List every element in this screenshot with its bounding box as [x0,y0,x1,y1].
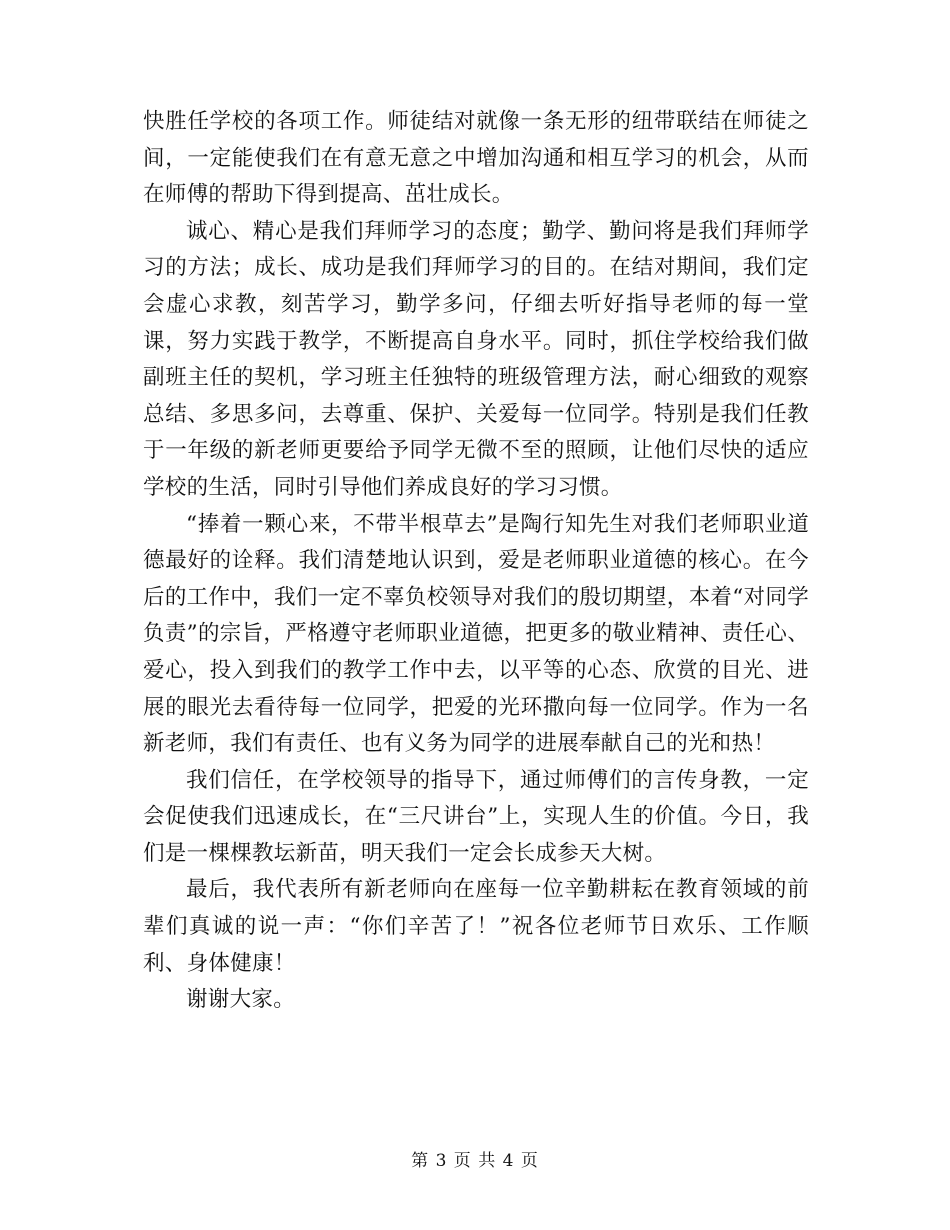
paragraph-3: “捧着一颗心来，不带半根草去”是陶行知先生对我们老师职业道德最好的诠释。我们清楚地认识到，爱是老师职业道德的核心。在今后的工作中，我们一定不辜负校领导对我们的殷切期望，本着“对同学负责”的宗旨，严格遵守老师职业道德，把更多的敬业精神、责任心、爱心，投入到我们的教学工作中去，以平等的心态、欣赏的目光、进展的眼光去看待每一位同学，把爱的光环撒向每一位同学。作为一名新老师，我们有责任、也有义务为同学的进展奉献自己的光和热！ [143,511,809,757]
paragraph-2: 诚心、精心是我们拜师学习的态度；勤学、勤问将是我们拜师学习的方法；成长、成功是我们拜师学习的目的。在结对期间，我们定会虚心求教，刻苦学习，勤学多问，仔细去听好指导老师的每一堂课，努力实践于教学，不断提高自身水平。同时，抓住学校给我们做副班主任的契机，学习班主任独特的班级管理方法，耐心细致的观察总结、多思多问，去尊重、保护、关爱每一位同学。特别是我们任教于一年级的新老师更要给予同学无微不至的照顾，让他们尽快的适应学校的生活，同时引导他们养成良好的学习习惯。 [143,218,809,500]
paragraph-1: 快胜任学校的各项工作。师徒结对就像一条无形的纽带联结在师徒之间，一定能使我们在有意无意之中增加沟通和相互学习的机会，从而在师傅的帮助下得到提高、茁壮成长。 [143,109,809,208]
paragraph-5: 最后，我代表所有新老师向在座每一位辛勤耕耘在教育领域的前辈们真诚的说一声：“你们辛苦了！”祝各位老师节日欢乐、工作顺利、身体健康！ [143,877,809,976]
paragraph-4: 我们信任，在学校领导的指导下，通过师傅们的言传身教，一定会促使我们迅速成长，在“三尺讲台”上，实现人生的价值。今日，我们是一棵棵教坛新苗，明天我们一定会长成参天大树。 [143,767,809,866]
paragraph-6: 谢谢大家。 [186,987,296,1013]
page-number-footer: 第 3 页 共 4 页 [411,1151,539,1171]
document-body [143,104,809,1019]
